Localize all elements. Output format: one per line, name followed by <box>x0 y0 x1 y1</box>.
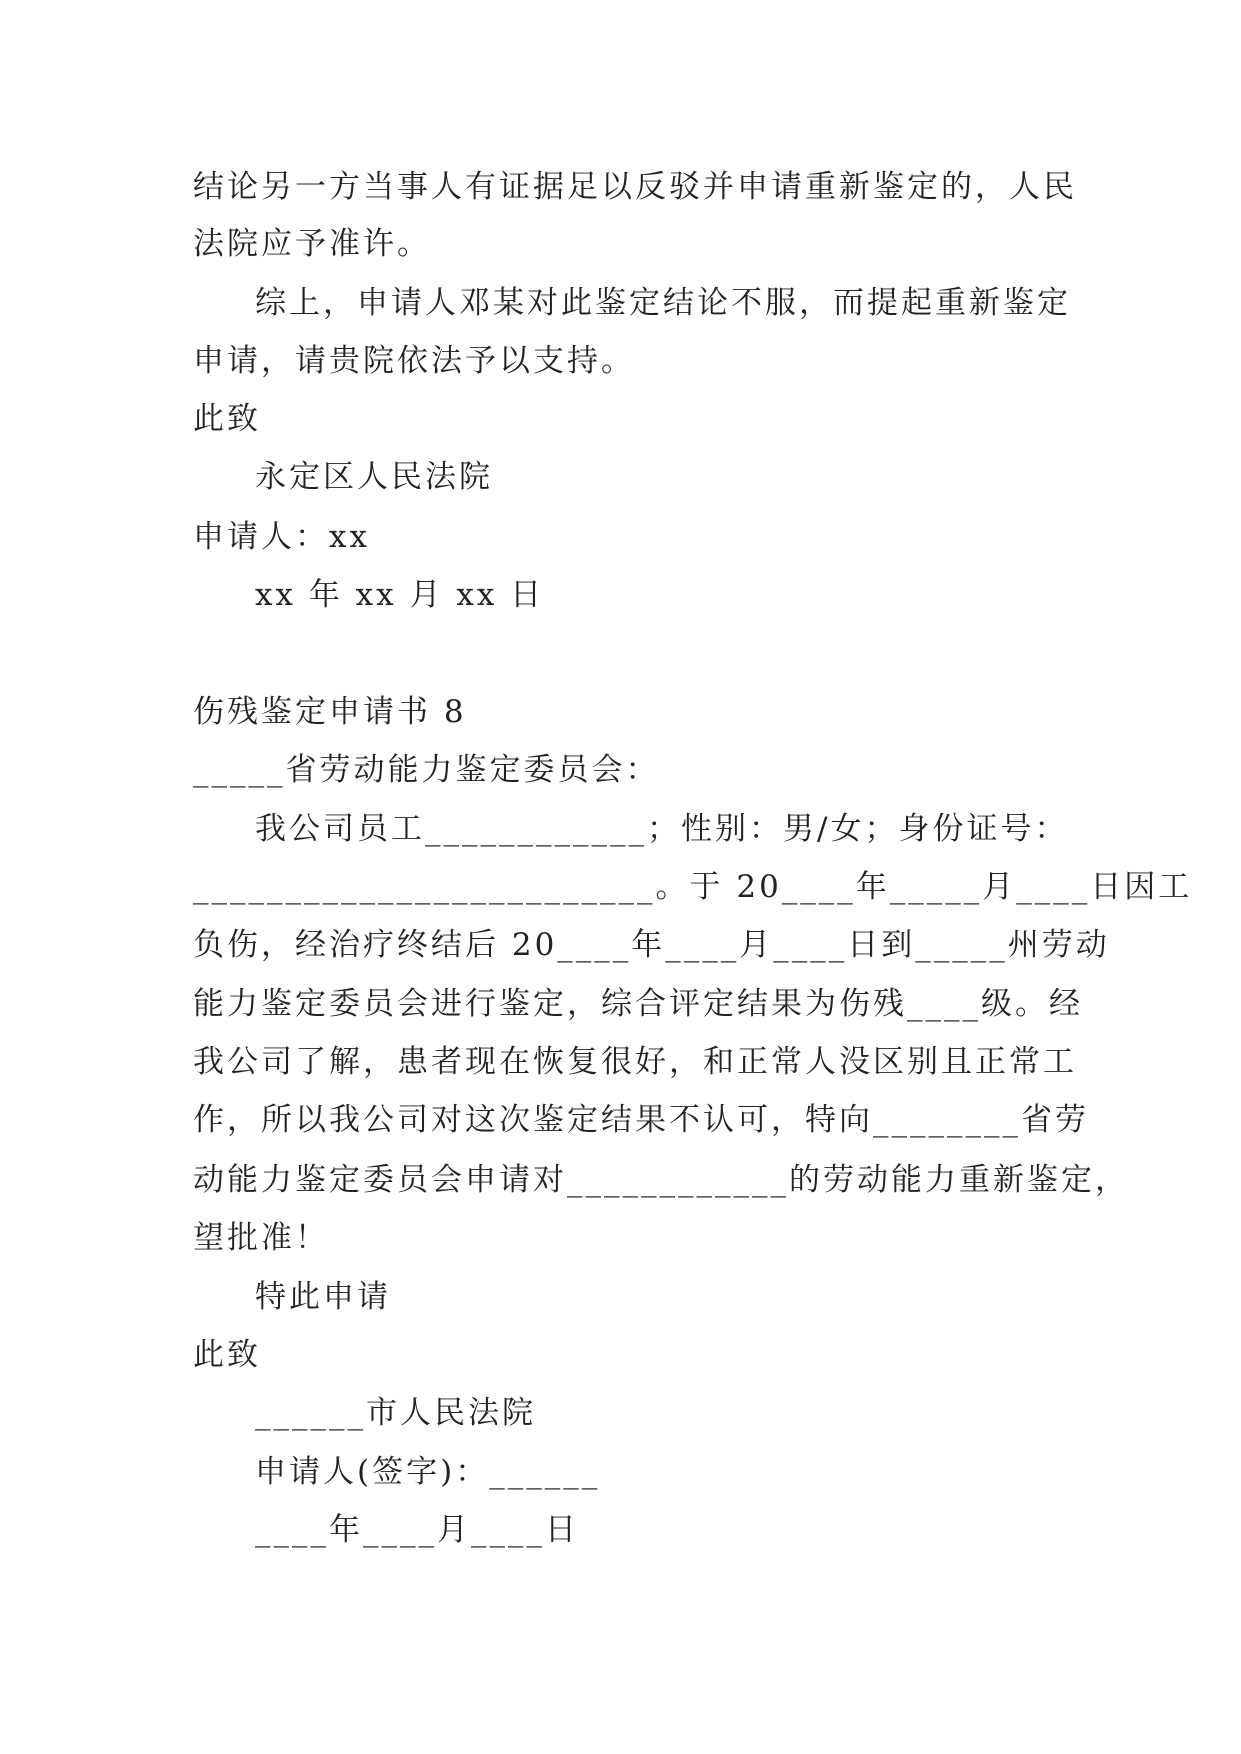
paragraph-line: 动能力鉴定委员会申请对____________的劳动能力重新鉴定， <box>193 1162 1129 1198</box>
paragraph-line: 申请，请贵院依法予以支持。 <box>193 343 635 379</box>
paragraph-line: 负伤，经治疗终结后 20____年____月____日到_____州劳动 <box>193 927 1110 963</box>
date-line: xx 年 xx 月 xx 日 <box>255 577 545 613</box>
applicant-signature: 申请人(签字)：______ <box>255 1454 601 1490</box>
salutation: 此致 <box>193 401 261 437</box>
applicant: 申请人：xx <box>193 519 370 555</box>
paragraph-line: 作，所以我公司对这次鉴定结果不认可，特向________省劳 <box>193 1102 1089 1138</box>
recipient: 永定区人民法院 <box>255 459 493 495</box>
paragraph-line: 法院应予准许。 <box>193 226 431 262</box>
date-line: ____年____月____日 <box>255 1512 579 1548</box>
paragraph-line: 望批准！ <box>193 1220 329 1256</box>
closing-phrase: 特此申请 <box>255 1279 391 1315</box>
paragraph-line: 结论另一方当事人有证据足以反驳并申请重新鉴定的，人民 <box>193 169 1077 205</box>
paragraph-line: _________________________。于 20____年_____月____日因工 <box>193 869 1193 905</box>
addressee: _____省劳动能力鉴定委员会： <box>193 752 660 788</box>
section-title: 伤残鉴定申请书 8 <box>193 694 467 730</box>
paragraph-line: 我公司员工____________；性别：男/女；身份证号： <box>255 811 1069 847</box>
paragraph-line: 能力鉴定委员会进行鉴定，综合评定结果为伤残____级。经 <box>193 986 1083 1022</box>
recipient: ______市人民法院 <box>255 1395 536 1431</box>
paragraph-line: 我公司了解，患者现在恢复很好，和正常人没区别且正常工 <box>193 1044 1077 1080</box>
paragraph-line: 综上，申请人邓某对此鉴定结论不服，而提起重新鉴定 <box>255 285 1071 321</box>
salutation: 此致 <box>193 1337 261 1373</box>
